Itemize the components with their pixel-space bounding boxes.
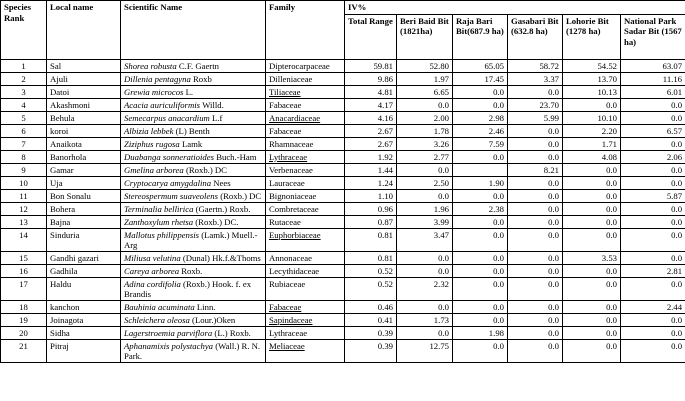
species-author: (Lamk.) Muell.-Arg — [124, 229, 258, 250]
species-author: (Roxb.) DC. — [195, 216, 239, 227]
beri-baid-cell: 1.78 — [397, 124, 453, 137]
header-row-1 — [1, 1, 685, 15]
lohorie-cell: 0.0 — [563, 176, 621, 189]
scientific-name-cell — [121, 277, 266, 300]
beri-baid-cell: 0.0 — [397, 163, 453, 176]
species-author: (Gaertn.) Roxb. — [195, 203, 251, 214]
national-park-cell: 0.0 — [621, 326, 685, 339]
table-row — [1, 72, 685, 85]
local-name-cell: Ajuli — [47, 72, 121, 85]
family-cell: Rubiaceae — [266, 277, 345, 300]
table-row — [1, 137, 685, 150]
raja-bari-cell: 0.0 — [453, 98, 508, 111]
species-binomial: Ziziphus rugosa — [124, 138, 180, 149]
species-rank-cell: 8 — [1, 150, 47, 163]
beri-baid-cell: 52.80 — [397, 59, 453, 72]
species-binomial: Duabanga sonneratioides — [124, 151, 215, 162]
species-rank-cell: 10 — [1, 176, 47, 189]
header-gasabari-bit: Gasabari Bit (632.8 ha) — [508, 14, 563, 59]
species-rank-cell: 21 — [1, 339, 47, 362]
national-park-cell: 63.07 — [621, 59, 685, 72]
lohorie-cell: 0.0 — [563, 339, 621, 362]
header-total-range: Total Range — [345, 14, 397, 59]
species-binomial: Adina cordifolia — [124, 278, 181, 289]
raja-bari-cell — [453, 163, 508, 176]
national-park-cell: 0.0 — [621, 202, 685, 215]
national-park-cell: 0.0 — [621, 228, 685, 251]
species-author: L. — [185, 86, 194, 97]
beri-baid-cell: 12.75 — [397, 339, 453, 362]
species-binomial: Semecarpus anacardium — [124, 112, 210, 123]
raja-bari-cell: 2.38 — [453, 202, 508, 215]
family-cell: Rutaceae — [266, 215, 345, 228]
family-cell: Tiliaceae — [266, 85, 345, 98]
gasabari-cell: 0.0 — [508, 326, 563, 339]
family-cell: Rhamnaceae — [266, 137, 345, 150]
scientific-name-cell — [121, 215, 266, 228]
table-row — [1, 59, 685, 72]
total-range-cell: 2.67 — [345, 124, 397, 137]
species-binomial: Terminalia bellirica — [124, 203, 194, 214]
raja-bari-cell: 0.0 — [453, 277, 508, 300]
species-author: (Roxb.) DC — [220, 190, 262, 201]
scientific-name-cell — [121, 124, 266, 137]
national-park-cell: 0.0 — [621, 313, 685, 326]
local-name-cell: Joinagota — [47, 313, 121, 326]
family-cell: Lecythidaceae — [266, 264, 345, 277]
raja-bari-cell: 0.0 — [453, 264, 508, 277]
table-row — [1, 111, 685, 124]
species-author: Buch.-Ham — [216, 151, 257, 162]
scientific-name-cell — [121, 189, 266, 202]
total-range-cell: 1.92 — [345, 150, 397, 163]
species-author: Willd. — [202, 99, 224, 110]
family-cell: Fabaceae — [266, 124, 345, 137]
header-family: Family — [266, 1, 345, 60]
lohorie-cell: 10.13 — [563, 85, 621, 98]
total-range-cell: 4.17 — [345, 98, 397, 111]
lohorie-cell: 0.0 — [563, 98, 621, 111]
lohorie-cell: 10.10 — [563, 111, 621, 124]
local-name-cell: Bohera — [47, 202, 121, 215]
species-binomial: Aphanamixis polystachya — [124, 340, 214, 351]
local-name-cell: Sidha — [47, 326, 121, 339]
family-cell: Lythraceae — [266, 150, 345, 163]
header-scientific-name: Scientific Name — [121, 1, 266, 60]
table-body — [1, 59, 685, 362]
species-binomial: Stereospermum suaveolens — [124, 190, 219, 201]
species-author: Roxb. — [181, 265, 203, 276]
species-rank-cell: 17 — [1, 277, 47, 300]
species-rank-cell: 4 — [1, 98, 47, 111]
total-range-cell: 4.81 — [345, 85, 397, 98]
national-park-cell: 0.0 — [621, 215, 685, 228]
scientific-name-cell — [121, 251, 266, 264]
species-author: C.F. Gaertn — [178, 60, 219, 71]
national-park-cell: 2.06 — [621, 150, 685, 163]
species-binomial: Shorea robusta — [124, 60, 177, 71]
header-lohorie-bit: Lohorie Bit (1278 ha) — [563, 14, 621, 59]
gasabari-cell: 0.0 — [508, 300, 563, 313]
scientific-name-cell — [121, 339, 266, 362]
total-range-cell: 59.81 — [345, 59, 397, 72]
header-species-rank: Species Rank — [1, 1, 47, 60]
scientific-name-cell — [121, 176, 266, 189]
total-range-cell: 0.52 — [345, 264, 397, 277]
species-rank-cell: 15 — [1, 251, 47, 264]
species-binomial: Mallotus philippensis — [124, 229, 200, 240]
lohorie-cell: 3.53 — [563, 251, 621, 264]
local-name-cell: Pitraj — [47, 339, 121, 362]
header-raja-bari-bit: Raja Bari Bit(687.9 ha) — [453, 14, 508, 59]
species-binomial: Lagerstroemia parviflora — [124, 327, 213, 338]
species-rank-cell: 7 — [1, 137, 47, 150]
family-cell: Lythraceae — [266, 326, 345, 339]
lohorie-cell: 0.0 — [563, 228, 621, 251]
table-row — [1, 85, 685, 98]
gasabari-cell: 0.0 — [508, 339, 563, 362]
scientific-name-cell — [121, 202, 266, 215]
family-cell: Anacardiaceae — [266, 111, 345, 124]
local-name-cell: Uja — [47, 176, 121, 189]
total-range-cell: 1.10 — [345, 189, 397, 202]
raja-bari-cell: 2.46 — [453, 124, 508, 137]
national-park-cell: 0.0 — [621, 251, 685, 264]
raja-bari-cell: 7.59 — [453, 137, 508, 150]
species-binomial: Grewia microcos — [124, 86, 184, 97]
species-author: (Lour.)Oken — [192, 314, 236, 325]
gasabari-cell: 0.0 — [508, 124, 563, 137]
local-name-cell: Gadhila — [47, 264, 121, 277]
beri-baid-cell: 3.47 — [397, 228, 453, 251]
lohorie-cell: 0.0 — [563, 326, 621, 339]
beri-baid-cell: 0.0 — [397, 300, 453, 313]
gasabari-cell: 3.37 — [508, 72, 563, 85]
header-local-name: Local name — [47, 1, 121, 60]
table-row — [1, 228, 685, 251]
total-range-cell: 2.67 — [345, 137, 397, 150]
species-author: Roxb — [193, 73, 212, 84]
national-park-cell: 11.16 — [621, 72, 685, 85]
family-cell: Fabaceae — [266, 300, 345, 313]
national-park-cell: 0.0 — [621, 137, 685, 150]
local-name-cell: Gandhi gazari — [47, 251, 121, 264]
local-name-cell: Behula — [47, 111, 121, 124]
lohorie-cell: 0.0 — [563, 202, 621, 215]
total-range-cell: 0.39 — [345, 326, 397, 339]
beri-baid-cell: 0.0 — [397, 326, 453, 339]
lohorie-cell: 0.0 — [563, 313, 621, 326]
national-park-cell: 0.0 — [621, 176, 685, 189]
gasabari-cell: 0.0 — [508, 137, 563, 150]
lohorie-cell: 13.70 — [563, 72, 621, 85]
scientific-name-cell — [121, 313, 266, 326]
raja-bari-cell: 2.98 — [453, 111, 508, 124]
table-row — [1, 313, 685, 326]
lohorie-cell: 4.08 — [563, 150, 621, 163]
family-cell: Annonaceae — [266, 251, 345, 264]
local-name-cell: Akashmoni — [47, 98, 121, 111]
raja-bari-cell: 65.05 — [453, 59, 508, 72]
total-range-cell: 9.86 — [345, 72, 397, 85]
scientific-name-cell — [121, 228, 266, 251]
gasabari-cell: 0.0 — [508, 251, 563, 264]
raja-bari-cell: 0.0 — [453, 251, 508, 264]
scientific-name-cell — [121, 163, 266, 176]
gasabari-cell: 0.0 — [508, 277, 563, 300]
table-row — [1, 202, 685, 215]
species-author: L.f — [212, 112, 223, 123]
table-row — [1, 98, 685, 111]
beri-baid-cell: 1.73 — [397, 313, 453, 326]
species-binomial: Cryptocarya amygdalina — [124, 177, 212, 188]
beri-baid-cell: 0.0 — [397, 251, 453, 264]
species-rank-cell: 6 — [1, 124, 47, 137]
table-row — [1, 176, 685, 189]
species-rank-cell: 1 — [1, 59, 47, 72]
gasabari-cell: 0.0 — [508, 313, 563, 326]
national-park-cell: 0.0 — [621, 163, 685, 176]
national-park-cell: 0.0 — [621, 277, 685, 300]
national-park-cell: 0.0 — [621, 339, 685, 362]
lohorie-cell: 0.0 — [563, 163, 621, 176]
gasabari-cell: 0.0 — [508, 202, 563, 215]
local-name-cell: Banorhola — [47, 150, 121, 163]
gasabari-cell: 0.0 — [508, 215, 563, 228]
lohorie-cell: 1.71 — [563, 137, 621, 150]
family-cell: Sapindaceae — [266, 313, 345, 326]
national-park-cell: 0.0 — [621, 111, 685, 124]
local-name-cell: Haldu — [47, 277, 121, 300]
species-author: Linn. — [196, 301, 216, 312]
raja-bari-cell: 0.0 — [453, 85, 508, 98]
gasabari-cell: 58.72 — [508, 59, 563, 72]
table-row — [1, 251, 685, 264]
raja-bari-cell: 0.0 — [453, 339, 508, 362]
raja-bari-cell: 0.0 — [453, 300, 508, 313]
total-range-cell: 0.87 — [345, 215, 397, 228]
species-binomial: Schleichera oleosa — [124, 314, 190, 325]
gasabari-cell: 0.0 — [508, 264, 563, 277]
local-name-cell: Anaikota — [47, 137, 121, 150]
family-cell: Combretaceae — [266, 202, 345, 215]
scientific-name-cell — [121, 98, 266, 111]
local-name-cell: koroi — [47, 124, 121, 137]
national-park-cell: 2.81 — [621, 264, 685, 277]
species-author: (L.) Roxb. — [214, 327, 251, 338]
family-cell: Dipterocarpaceae — [266, 59, 345, 72]
species-rank-cell: 16 — [1, 264, 47, 277]
scientific-name-cell — [121, 85, 266, 98]
total-range-cell: 1.24 — [345, 176, 397, 189]
header-iv-percent: IV% — [345, 1, 685, 15]
species-rank-cell: 18 — [1, 300, 47, 313]
gasabari-cell: 8.21 — [508, 163, 563, 176]
gasabari-cell: 0.0 — [508, 176, 563, 189]
species-author: Nees — [213, 177, 231, 188]
lohorie-cell: 0.0 — [563, 277, 621, 300]
species-rank-cell: 14 — [1, 228, 47, 251]
species-binomial: Gmelina arborea — [124, 164, 184, 175]
gasabari-cell: 23.70 — [508, 98, 563, 111]
total-range-cell: 4.16 — [345, 111, 397, 124]
beri-baid-cell: 2.32 — [397, 277, 453, 300]
table-row — [1, 264, 685, 277]
species-binomial: Acacia auriculiformis — [124, 99, 201, 110]
header-national-park-sadar-bit: National Park Sadar Bit (1567 ha) — [621, 14, 685, 59]
scientific-name-cell — [121, 59, 266, 72]
raja-bari-cell: 0.0 — [453, 228, 508, 251]
local-name-cell: Bajna — [47, 215, 121, 228]
species-binomial: Miliusa velutina — [124, 252, 181, 263]
gasabari-cell: 0.0 — [508, 150, 563, 163]
species-rank-cell: 13 — [1, 215, 47, 228]
raja-bari-cell: 0.0 — [453, 150, 508, 163]
species-author: (Dunal) Hk.f.&Thoms — [182, 252, 261, 263]
species-author: (Wall.) R. N. Park. — [124, 340, 261, 361]
family-cell: Meliaceae — [266, 339, 345, 362]
gasabari-cell: 0.0 — [508, 85, 563, 98]
lohorie-cell: 0.0 — [563, 215, 621, 228]
total-range-cell: 0.39 — [345, 339, 397, 362]
raja-bari-cell: 0.0 — [453, 313, 508, 326]
species-binomial: Dillenia pentagyna — [124, 73, 191, 84]
lohorie-cell: 0.0 — [563, 300, 621, 313]
gasabari-cell: 0.0 — [508, 189, 563, 202]
species-author: (Roxb.) DC — [185, 164, 227, 175]
local-name-cell: Sal — [47, 59, 121, 72]
species-author: Lamk — [181, 138, 203, 149]
lohorie-cell: 2.20 — [563, 124, 621, 137]
beri-baid-cell: 0.0 — [397, 264, 453, 277]
total-range-cell: 0.81 — [345, 251, 397, 264]
local-name-cell: Gamar — [47, 163, 121, 176]
beri-baid-cell: 1.97 — [397, 72, 453, 85]
species-author: (Roxb.) Hook. f. ex Brandis — [124, 278, 252, 299]
species-rank-cell: 9 — [1, 163, 47, 176]
total-range-cell: 0.41 — [345, 313, 397, 326]
species-rank-cell: 19 — [1, 313, 47, 326]
beri-baid-cell: 1.96 — [397, 202, 453, 215]
lohorie-cell: 54.52 — [563, 59, 621, 72]
lohorie-cell: 0.0 — [563, 189, 621, 202]
beri-baid-cell: 3.26 — [397, 137, 453, 150]
local-name-cell: kanchon — [47, 300, 121, 313]
beri-baid-cell: 2.00 — [397, 111, 453, 124]
beri-baid-cell: 6.65 — [397, 85, 453, 98]
table-row — [1, 300, 685, 313]
species-rank-cell: 12 — [1, 202, 47, 215]
scientific-name-cell — [121, 137, 266, 150]
table-row — [1, 339, 685, 362]
total-range-cell: 0.96 — [345, 202, 397, 215]
table-row — [1, 277, 685, 300]
scientific-name-cell — [121, 300, 266, 313]
species-author: (L) Benth — [175, 125, 210, 136]
raja-bari-cell: 17.45 — [453, 72, 508, 85]
species-rank-cell: 3 — [1, 85, 47, 98]
species-rank-cell: 5 — [1, 111, 47, 124]
table-row — [1, 215, 685, 228]
national-park-cell: 5.87 — [621, 189, 685, 202]
lohorie-cell: 0.0 — [563, 264, 621, 277]
raja-bari-cell: 0.0 — [453, 215, 508, 228]
raja-bari-cell: 1.90 — [453, 176, 508, 189]
species-rank-cell: 20 — [1, 326, 47, 339]
national-park-cell: 0.0 — [621, 98, 685, 111]
species-binomial: Zanthoxylum rhetsa — [124, 216, 194, 227]
local-name-cell: Bon Sonalu — [47, 189, 121, 202]
scientific-name-cell — [121, 72, 266, 85]
table-row — [1, 326, 685, 339]
beri-baid-cell: 0.0 — [397, 189, 453, 202]
national-park-cell: 2.44 — [621, 300, 685, 313]
total-range-cell: 0.81 — [345, 228, 397, 251]
raja-bari-cell: 0.0 — [453, 189, 508, 202]
table-row — [1, 163, 685, 176]
national-park-cell: 6.01 — [621, 85, 685, 98]
scientific-name-cell — [121, 264, 266, 277]
local-name-cell: Datoi — [47, 85, 121, 98]
family-cell: Fabaceae — [266, 98, 345, 111]
table-row — [1, 150, 685, 163]
local-name-cell: Sinduria — [47, 228, 121, 251]
total-range-cell: 0.52 — [345, 277, 397, 300]
gasabari-cell: 0.0 — [508, 228, 563, 251]
table-row — [1, 124, 685, 137]
beri-baid-cell: 0.0 — [397, 98, 453, 111]
scientific-name-cell — [121, 150, 266, 163]
scientific-name-cell — [121, 111, 266, 124]
family-cell: Euphorbiaceae — [266, 228, 345, 251]
family-cell: Lauraceae — [266, 176, 345, 189]
species-binomial: Bauhinia acuminata — [124, 301, 195, 312]
family-cell: Bignoniaceae — [266, 189, 345, 202]
species-rank-cell: 11 — [1, 189, 47, 202]
gasabari-cell: 5.99 — [508, 111, 563, 124]
national-park-cell: 6.57 — [621, 124, 685, 137]
species-binomial: Albizia lebbek — [124, 125, 174, 136]
species-binomial: Careya arborea — [124, 265, 180, 276]
species-rank-cell: 2 — [1, 72, 47, 85]
beri-baid-cell: 3.99 — [397, 215, 453, 228]
total-range-cell: 1.44 — [345, 163, 397, 176]
table-row — [1, 189, 685, 202]
raja-bari-cell: 1.98 — [453, 326, 508, 339]
family-cell: Dilleniaceae — [266, 72, 345, 85]
header-beri-baid-bit: Beri Baid Bit (1821ha) — [397, 14, 453, 59]
scientific-name-cell — [121, 326, 266, 339]
family-cell: Verbenaceae — [266, 163, 345, 176]
beri-baid-cell: 2.77 — [397, 150, 453, 163]
total-range-cell: 0.46 — [345, 300, 397, 313]
beri-baid-cell: 2.50 — [397, 176, 453, 189]
